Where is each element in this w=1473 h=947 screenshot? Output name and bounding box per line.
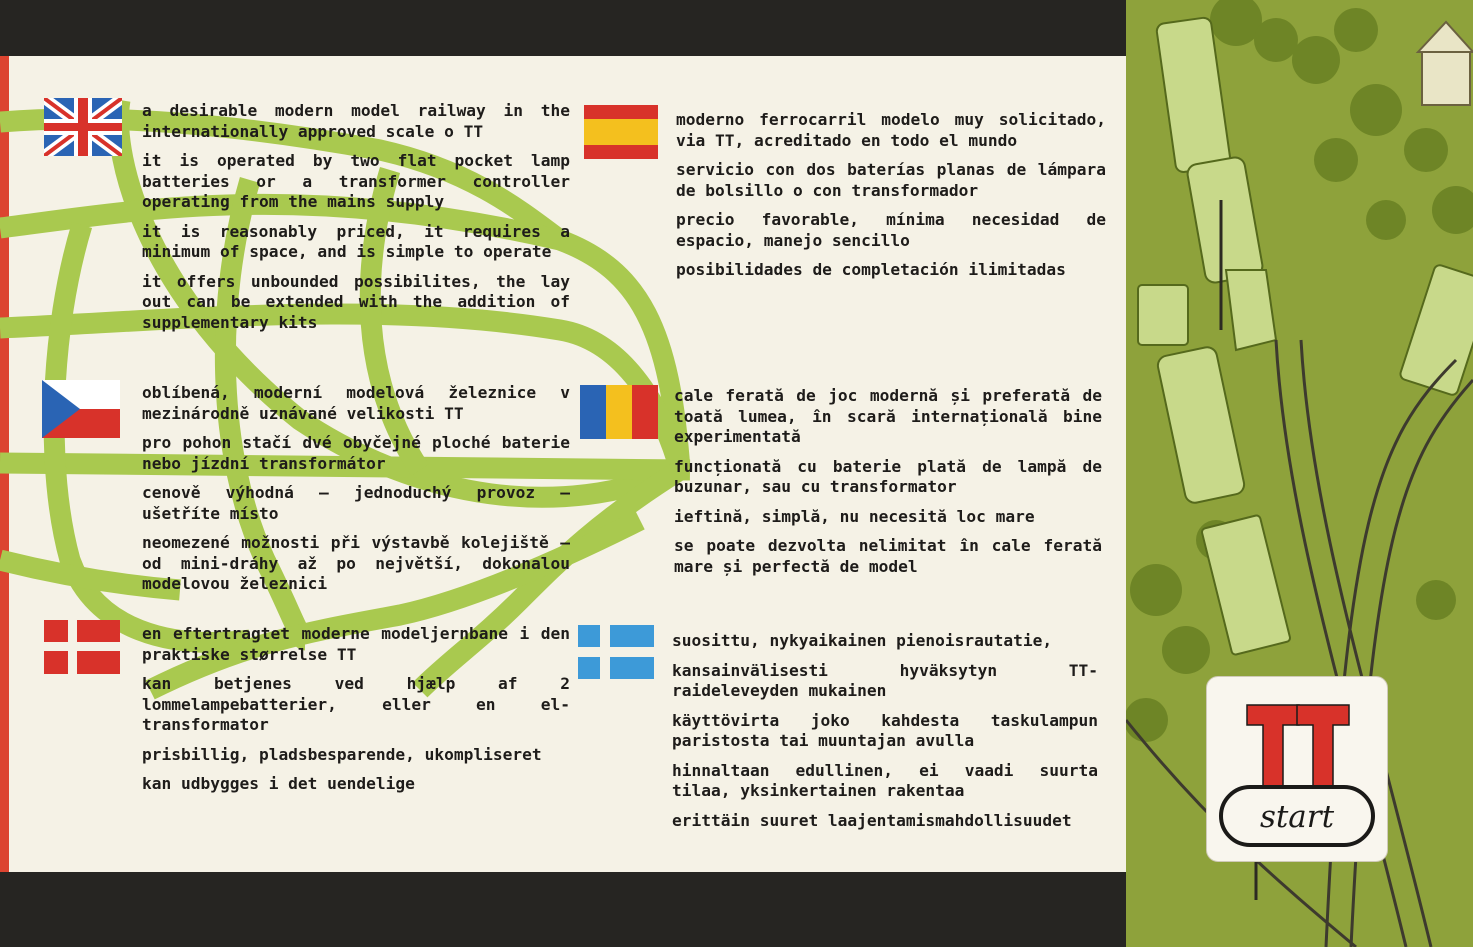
czech-line-3: cenově výhodná – jednoduchý provoz – ušetříte místo bbox=[142, 483, 570, 523]
czech-line-2: pro pohon stačí dvé obyčejné ploché baterie nebo jízdní transformátor bbox=[142, 433, 570, 473]
finnish-line-3: käyttövirta joko kahdesta taskulampun paristosta tai muuntajan avulla bbox=[672, 710, 1098, 750]
romanian-line-2: funcționată cu baterie plată de lampă de buzunar, sau cu transformator bbox=[674, 456, 1102, 496]
romania-flag bbox=[580, 385, 658, 439]
finnish-line-2: kansainvälisesti hyväksytyn TT-raideleveyden mukainen bbox=[672, 660, 1098, 700]
spanish-line-1: moderno ferrocarril modelo muy solicitado, via TT, acreditado en todo el mundo bbox=[676, 110, 1106, 150]
romanian-line-3: ieftină, simplă, nu necesită loc mare bbox=[674, 506, 1035, 526]
tt-letters bbox=[1247, 705, 1349, 789]
tt-start-logo bbox=[1206, 676, 1388, 862]
finnish-text-block bbox=[672, 631, 1098, 840]
spain-flag bbox=[584, 105, 658, 159]
denmark-flag bbox=[44, 620, 120, 674]
english-line-4: it offers unbounded possibilites, the lay out can be extended with the addition of supplementary kits bbox=[142, 271, 570, 332]
spanish-text-block bbox=[676, 110, 1106, 290]
finnish-line-4: hinnaltaan edullinen, ei vaadi suurta tilaa, yksinkertainen rakentaa bbox=[672, 760, 1098, 800]
danish-line-1: en eftertragtet moderne modeljernbane i den praktiske størrelse TT bbox=[142, 624, 570, 664]
finnish-line-5: erittäin suuret laajentamismahdollisuudet bbox=[672, 810, 1072, 830]
czech-line-1: oblíbená, moderní modelová železnice v mezinárodně uznávané velikosti TT bbox=[142, 383, 570, 423]
spanish-line-2: servicio con dos baterías planas de lámpara de bolsillo o con transformador bbox=[676, 160, 1106, 200]
danish-text-block bbox=[142, 624, 570, 804]
english-line-3: it is reasonably priced, it requires a minimum of space, and is simple to operate bbox=[142, 221, 570, 261]
czech-flag bbox=[42, 380, 120, 438]
danish-line-2: kan betjenes ved hjælp af 2 lommelampebatterier, eller en el-transformator bbox=[142, 674, 570, 734]
danish-line-3: prisbillig, pladsbesparende, ukompliseret bbox=[142, 744, 542, 764]
finnish-line-1: suosittu, nykyaikainen pienoisrautatie, bbox=[672, 631, 1053, 650]
english-line-1: a desirable modern model railway in the internationally approved scale o TT bbox=[142, 101, 570, 141]
spanish-line-3: precio favorable, mínima necesidad de espacio, manejo sencillo bbox=[676, 210, 1106, 250]
spanish-line-4: posibilidades de completación ilimitadas bbox=[676, 260, 1066, 279]
romanian-line-1: cale ferată de joc modernă și preferată de toată lumea, în scară internațională bine experimentată bbox=[674, 386, 1102, 446]
czech-text-block bbox=[142, 383, 570, 604]
logo-start-word: start bbox=[1259, 799, 1335, 835]
danish-line-4: kan udbygges i det uendelige bbox=[142, 774, 415, 793]
finland-flag bbox=[578, 625, 654, 679]
romanian-text-block bbox=[674, 386, 1102, 586]
english-text-block bbox=[142, 101, 570, 342]
romanian-line-4: se poate dezvolta nelimitat în cale ferată mare și perfectă de model bbox=[674, 536, 1102, 576]
english-line-2: it is operated by two flat pocket lamp batteries or a transformer controller operating from the mains supply bbox=[142, 151, 570, 211]
uk-flag bbox=[44, 98, 122, 156]
czech-line-4: neomezené možnosti při výstavbě kolejiště – od mini-dráhy až po největší, dokonalou modelovou železnici bbox=[142, 533, 570, 593]
